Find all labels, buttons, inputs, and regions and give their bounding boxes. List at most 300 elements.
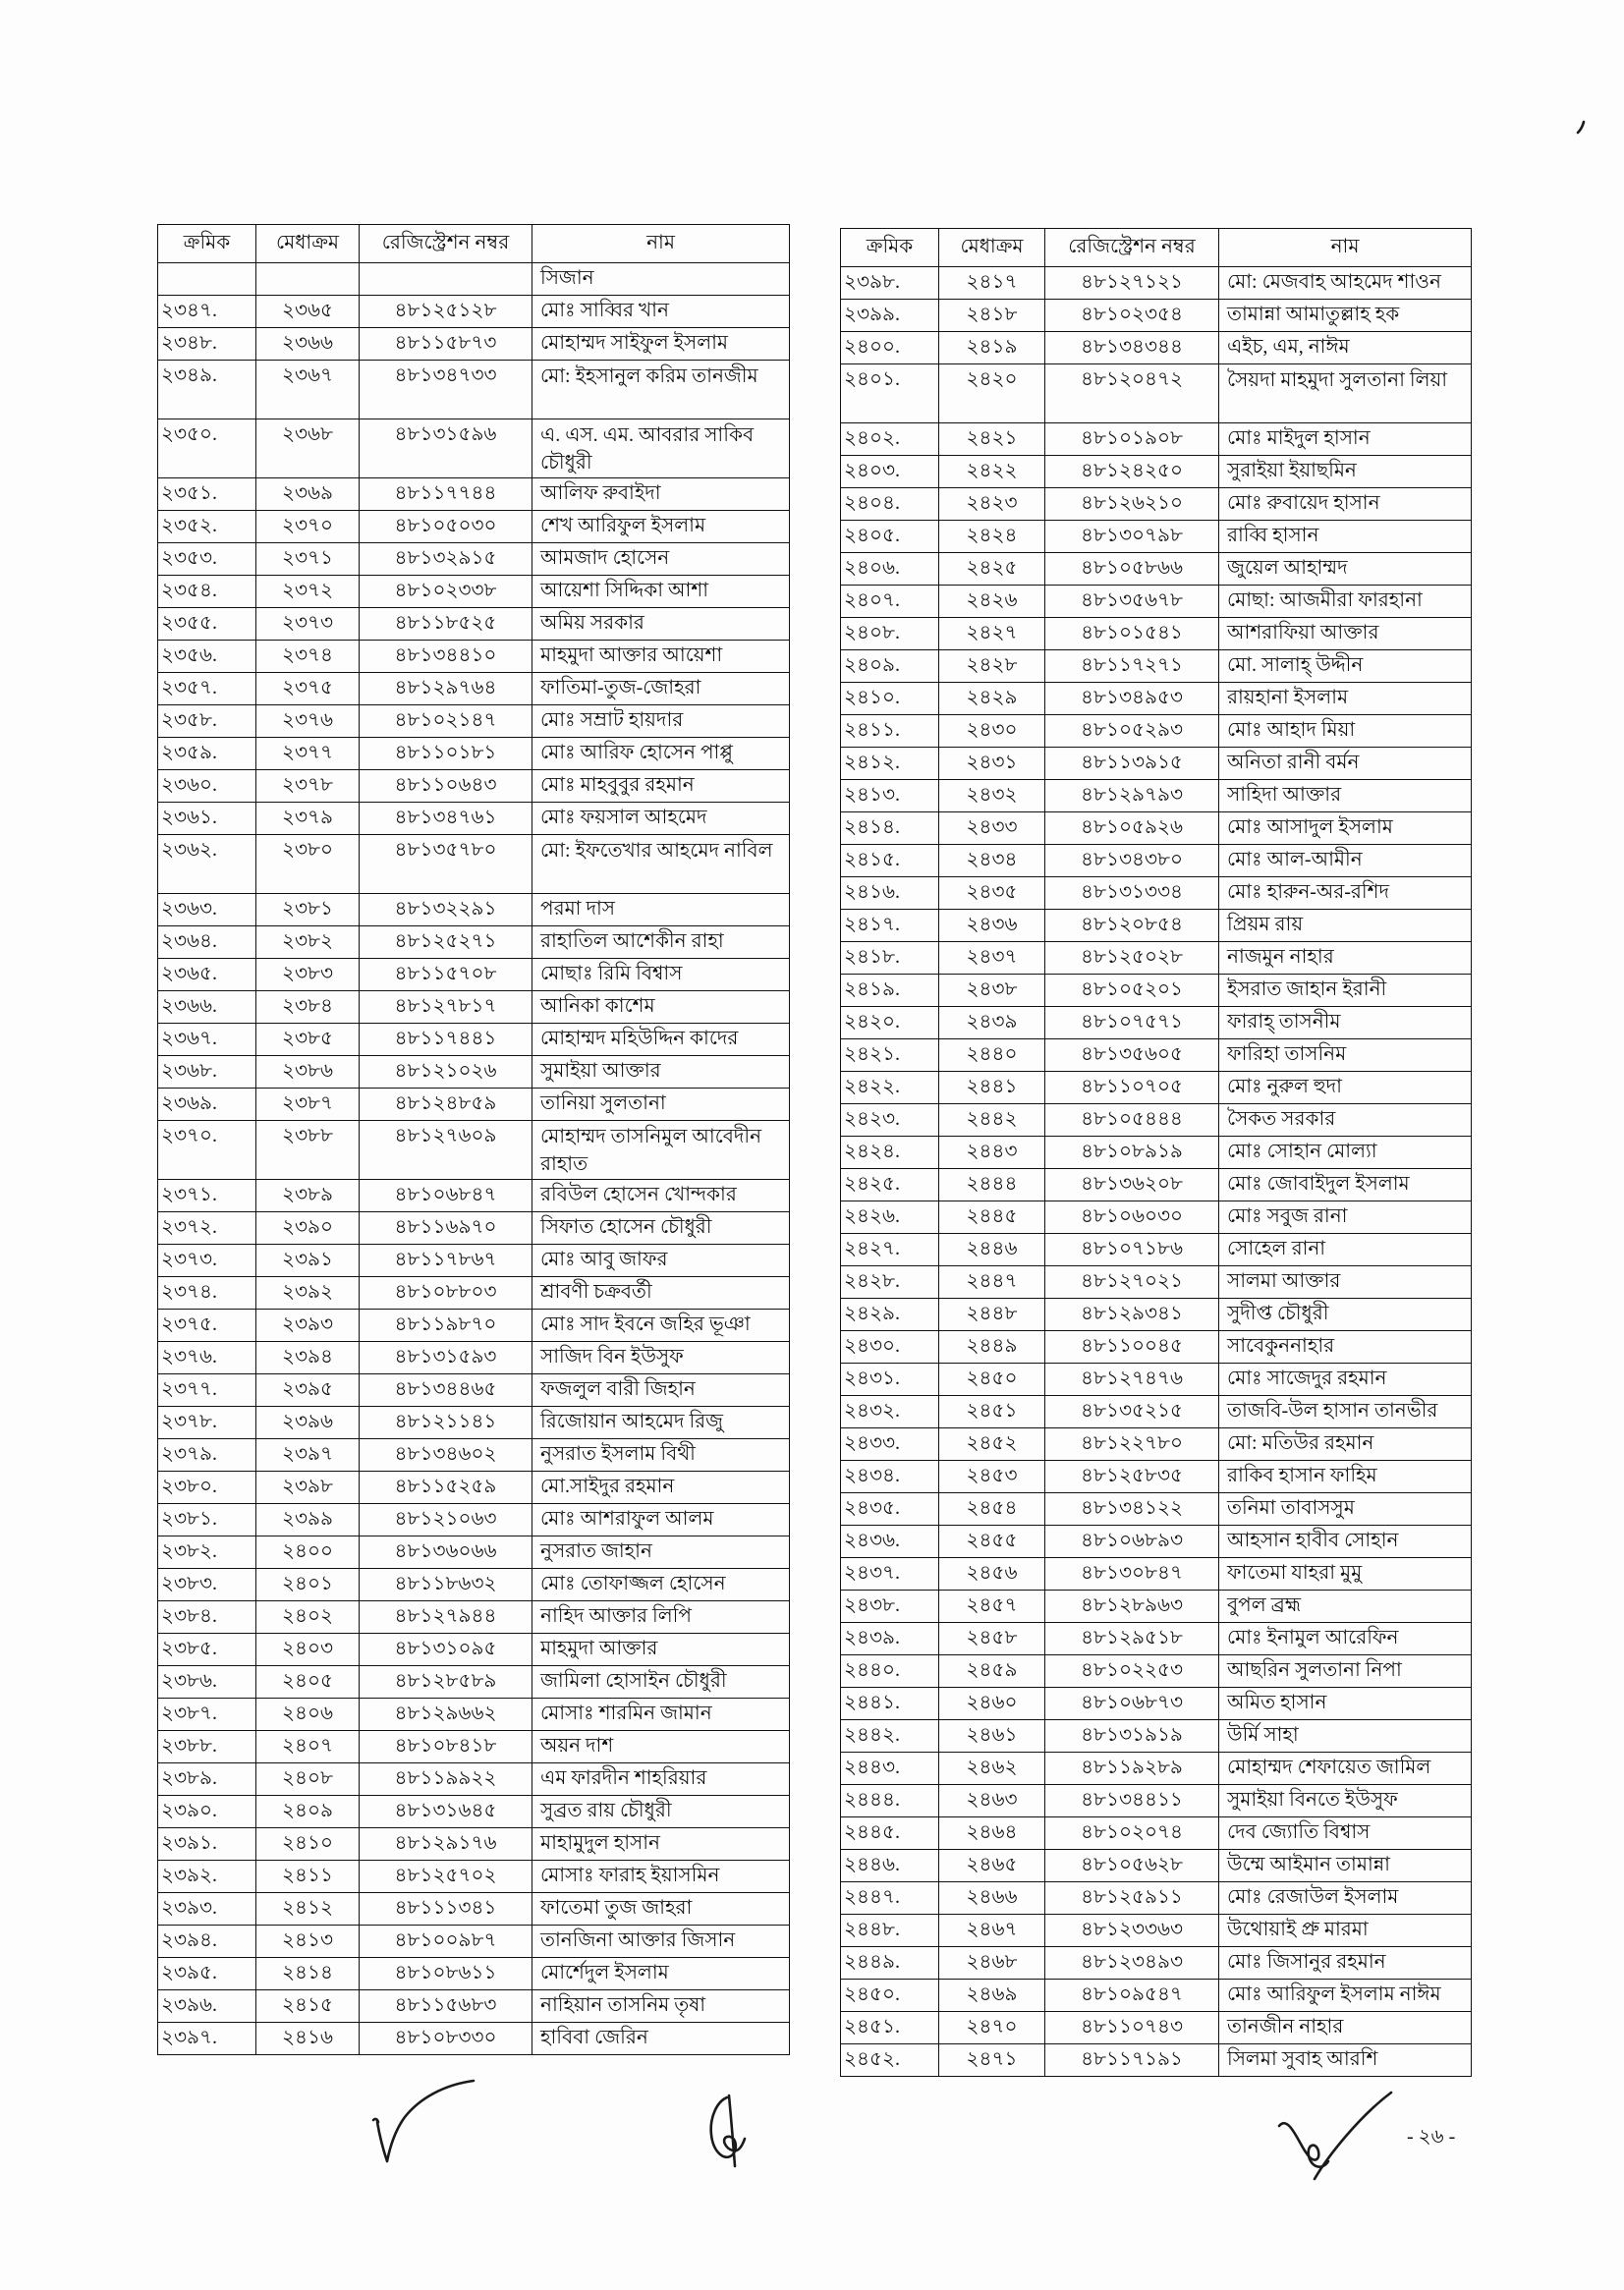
serial-cell: ২৩৪৮. [158, 328, 256, 361]
merit-position-cell: ২৩৬৯ [256, 478, 360, 511]
table-row [841, 650, 1472, 683]
table-row [158, 1245, 790, 1277]
registration-number-cell: ৪৮১৩১৫৯৩ [360, 1342, 532, 1374]
merit-position-cell: ২৪৪৬ [939, 1234, 1045, 1266]
merit-position-cell: ২৪৫০ [939, 1364, 1045, 1396]
registration-number-cell: ৪৮১১০৭৪৩ [1045, 2012, 1219, 2044]
merit-position-cell: ২৪৩৩ [939, 812, 1045, 845]
merit-position-cell: ২৩৬৮ [256, 419, 360, 478]
registration-number-cell: ৪৮১১৯৯২২ [360, 1763, 532, 1796]
table-row [158, 608, 790, 641]
table-row [841, 748, 1472, 780]
serial-cell: ২৩৯৩. [158, 1893, 256, 1926]
merit-position-cell: ২৪৩৫ [939, 877, 1045, 910]
registration-number-cell: ৪৮১৩১৬৪৫ [360, 1796, 532, 1828]
registration-number-cell: ৪৮১২১০৬৩ [360, 1504, 532, 1536]
column-header-name: নাম [532, 225, 790, 263]
name-cell: এ. এস. এম. আবরার সাকিব চৌধুরী [532, 419, 790, 478]
name-cell: মো. সালাহ্ উদ্দীন [1219, 650, 1472, 683]
serial-cell: ২৩৬১. [158, 803, 256, 835]
registration-number-cell: ৪৮১৩০৭৯৮ [1045, 521, 1219, 553]
serial-cell: ২৪০২. [841, 423, 939, 456]
serial-cell: ২৩৭৩. [158, 1245, 256, 1277]
serial-cell: ২৩৫৫. [158, 608, 256, 641]
registration-number-cell: ৪৮১২৩৩৬৩ [1045, 1915, 1219, 1947]
table-body [158, 263, 790, 2055]
merit-position-cell: ২৪০৮ [256, 1763, 360, 1796]
registration-number-cell: ৪৮১০৮৪১৮ [360, 1731, 532, 1763]
merit-position-cell: ২৩৯০ [256, 1212, 360, 1245]
merit-position-cell: ২৪৬২ [939, 1753, 1045, 1785]
table-row [841, 845, 1472, 877]
table-row [841, 456, 1472, 488]
table-row [158, 263, 790, 296]
name-cell: সাবেকুননাহার [1219, 1331, 1472, 1364]
page-number: - ২৬ - [1407, 2126, 1456, 2148]
name-cell: রিজোয়ান আহমেদ রিজু [532, 1407, 790, 1439]
registration-number-cell: ৪৮১০৫৪৪৪ [1045, 1104, 1219, 1137]
merit-position-cell: ২৪২৫ [939, 553, 1045, 586]
merit-position-cell: ২৩৬৭ [256, 361, 360, 419]
table-row [158, 1666, 790, 1699]
serial-cell [158, 263, 256, 296]
table-header [158, 225, 790, 263]
serial-cell: ২৪০৩. [841, 456, 939, 488]
merit-list-table-right [840, 228, 1472, 2077]
merit-position-cell: ২৪৭১ [939, 2044, 1045, 2077]
merit-position-cell: ২৪১০ [256, 1828, 360, 1861]
merit-position-cell: ২৪৩৭ [939, 942, 1045, 975]
table-row [841, 2012, 1472, 2044]
serial-cell: ২৪৩৬. [841, 1526, 939, 1558]
registration-number-cell: ৪৮১০৮৯১৯ [1045, 1137, 1219, 1169]
serial-cell: ২৩৫৩. [158, 543, 256, 576]
serial-cell: ২৩৯১. [158, 1828, 256, 1861]
name-cell: সৈয়দা মাহমুদা সুলতানা লিয়া [1219, 364, 1472, 423]
name-cell: মো.সাইদুর রহমান [532, 1472, 790, 1504]
serial-cell: ২৩৭৮. [158, 1407, 256, 1439]
name-cell: মোঃ জিসানুর রহমান [1219, 1947, 1472, 1980]
table-row [841, 1558, 1472, 1591]
merit-position-cell: ২৩৭৬ [256, 705, 360, 738]
serial-cell: ২৪৩১. [841, 1364, 939, 1396]
serial-cell: ২৪২৬. [841, 1201, 939, 1234]
registration-number-cell: ৪৮১২৭৪৭৬ [1045, 1364, 1219, 1396]
table-row [158, 1277, 790, 1310]
table-row [158, 419, 790, 478]
table-row [841, 1169, 1472, 1201]
serial-cell: ২৪২৮. [841, 1266, 939, 1299]
serial-cell: ২৩৮৪. [158, 1601, 256, 1634]
registration-number-cell: ৪৮১০৫৬২৮ [1045, 1850, 1219, 1882]
merit-position-cell: ২৪৪৫ [939, 1201, 1045, 1234]
serial-cell: ২৪৩৩. [841, 1428, 939, 1461]
merit-position-cell: ২৪২৮ [939, 650, 1045, 683]
table-row [158, 1504, 790, 1536]
serial-cell: ২৩৯৪. [158, 1926, 256, 1958]
merit-position-cell: ২৩৮৭ [256, 1089, 360, 1121]
registration-number-cell: ৪৮১০১৫৪১ [1045, 618, 1219, 650]
merit-position-cell: ২৪২৪ [939, 521, 1045, 553]
merit-list-table-left [157, 224, 790, 2055]
merit-position-cell: ২৪৩৮ [939, 975, 1045, 1007]
table-row [158, 1180, 790, 1212]
merit-position-cell: ২৩৭৩ [256, 608, 360, 641]
name-cell: হাবিবা জেরিন [532, 2023, 790, 2055]
registration-number-cell: ৪৮১২৭৮১৭ [360, 991, 532, 1024]
name-cell: ফাতেমা যাহরা মুমু [1219, 1558, 1472, 1591]
registration-number-cell: ৪৮১৩৪৭৬১ [360, 803, 532, 835]
table-row [841, 1526, 1472, 1558]
name-cell: মোঃ সাব্বির খান [532, 296, 790, 328]
serial-cell: ২৪৪৯. [841, 1947, 939, 1980]
table-row [158, 1407, 790, 1439]
registration-number-cell: ৪৮১১৯৮৭০ [360, 1310, 532, 1342]
name-cell: মোঃ তোফাজ্জল হোসেন [532, 1569, 790, 1601]
name-cell: শ্রাবণী চক্রবর্তী [532, 1277, 790, 1310]
table-row [841, 618, 1472, 650]
signature-1 [364, 2073, 486, 2171]
registration-number-cell: ৪৮১১৭১৯১ [1045, 2044, 1219, 2077]
name-cell: উর্মি সাহা [1219, 1720, 1472, 1753]
merit-position-cell: ২৪৭০ [939, 2012, 1045, 2044]
merit-position-cell: ২৪১৩ [256, 1926, 360, 1958]
serial-cell: ২৪২৩. [841, 1104, 939, 1137]
serial-cell: ২৪১২. [841, 748, 939, 780]
table-row [158, 1699, 790, 1731]
registration-number-cell: ৪৮১০৫২০১ [1045, 975, 1219, 1007]
registration-number-cell: ৪৮১৩৪৪১১ [1045, 1785, 1219, 1817]
signature-3 [1269, 2085, 1402, 2188]
merit-position-cell: ২৪০৭ [256, 1731, 360, 1763]
name-cell: মোহাম্মদ তাসনিমুল আবেদীন রাহাত [532, 1121, 790, 1180]
table-row [841, 364, 1472, 423]
table-row [841, 1882, 1472, 1915]
registration-number-cell: ৪৮১২৫২৭১ [360, 926, 532, 959]
registration-number-cell: ৪৮১০৬৮৪৭ [360, 1180, 532, 1212]
registration-number-cell: ৪৮১২১০২৬ [360, 1056, 532, 1089]
name-cell: মোঃ আল-আমীন [1219, 845, 1472, 877]
serial-cell: ২৪৫১. [841, 2012, 939, 2044]
merit-position-cell: ২৪৬৬ [939, 1882, 1045, 1915]
table-row [841, 780, 1472, 812]
registration-number-cell: ৪৮১০৮৬১১ [360, 1958, 532, 1990]
merit-position-cell: ২৪৪৭ [939, 1266, 1045, 1299]
serial-cell: ২৪০৯. [841, 650, 939, 683]
registration-number-cell: ৪৮১৩১০৯৫ [360, 1634, 532, 1666]
table-row [158, 894, 790, 926]
serial-cell: ২৩৭৭. [158, 1374, 256, 1407]
table-row [841, 1915, 1472, 1947]
table-row [158, 738, 790, 770]
registration-number-cell: ৪৮১২৯৩৪১ [1045, 1299, 1219, 1331]
registration-number-cell: ৪৮১১৬৯৭০ [360, 1212, 532, 1245]
merit-position-cell [256, 263, 360, 296]
table-row [158, 835, 790, 894]
serial-cell: ২৩৭১. [158, 1180, 256, 1212]
serial-cell: ২৩৫৭. [158, 673, 256, 705]
serial-cell: ২৩৯২. [158, 1861, 256, 1893]
registration-number-cell: ৪৮১১৫৮৭৩ [360, 328, 532, 361]
serial-cell: ২৩৬৫. [158, 959, 256, 991]
registration-number-cell: ৪৮১০২০৭৪ [1045, 1817, 1219, 1850]
registration-number-cell: ৪৮১০৫৮৬৬ [1045, 553, 1219, 586]
merit-position-cell: ২৪২৯ [939, 683, 1045, 715]
table-row [158, 296, 790, 328]
registration-number-cell: ৪৮১৩৫২১৫ [1045, 1396, 1219, 1428]
merit-position-cell: ২৪৫৯ [939, 1655, 1045, 1688]
registration-number-cell: ৪৮১২০৮৫৪ [1045, 910, 1219, 942]
registration-number-cell: ৪৮১১১৩৪১ [360, 1893, 532, 1926]
merit-position-cell: ২৪০৬ [256, 1699, 360, 1731]
serial-cell: ২৪৩৯. [841, 1623, 939, 1655]
name-cell: ফাতেমা তুজ জাহরা [532, 1893, 790, 1926]
registration-number-cell: ৪৮১৩৫৭৮০ [360, 835, 532, 894]
registration-number-cell: ৪৮১০২৩৩৮ [360, 576, 532, 608]
merit-position-cell: ২৩৮৩ [256, 959, 360, 991]
name-cell: প্রিয়ম রায় [1219, 910, 1472, 942]
registration-number-cell: ৪৮১২০৪৭২ [1045, 364, 1219, 423]
table-row [158, 1536, 790, 1569]
serial-cell: ২৩৫২. [158, 511, 256, 543]
table-row [841, 1137, 1472, 1169]
table-row [841, 1947, 1472, 1980]
serial-cell: ২৩৮২. [158, 1536, 256, 1569]
name-cell: নুসরাত ইসলাম বিথী [532, 1439, 790, 1472]
table-row [158, 478, 790, 511]
name-cell: তানজিনা আক্তার জিসান [532, 1926, 790, 1958]
table-row [841, 423, 1472, 456]
merit-position-cell: ২৪৫৭ [939, 1591, 1045, 1623]
name-cell: তানিয়া সুলতানা [532, 1089, 790, 1121]
merit-position-cell: ২৪৬৪ [939, 1817, 1045, 1850]
name-cell: মোর্শেদুল ইসলাম [532, 1958, 790, 1990]
merit-position-cell: ২৩৬৬ [256, 328, 360, 361]
registration-number-cell: ৪৮১২৯৫১৮ [1045, 1623, 1219, 1655]
name-cell: মোহাম্মদ সাইফুল ইসলাম [532, 328, 790, 361]
serial-cell: ২৩৫৪. [158, 576, 256, 608]
name-cell: মোঃ আশরাফুল আলম [532, 1504, 790, 1536]
name-cell: সিজান [532, 263, 790, 296]
table-row [158, 511, 790, 543]
registration-number-cell: ৪৮১০৫৯২৬ [1045, 812, 1219, 845]
merit-position-cell: ২৪১৪ [256, 1958, 360, 1990]
name-cell: মোসাঃ ফারাহ ইয়াসমিন [532, 1861, 790, 1893]
name-cell: মোঃ আসাদুল ইসলাম [1219, 812, 1472, 845]
name-cell: মাহমুদা আক্তার [532, 1634, 790, 1666]
merit-position-cell: ২৩৭৭ [256, 738, 360, 770]
merit-position-cell: ২৪১৭ [939, 267, 1045, 300]
registration-number-cell: ৪৮১২৪২৫০ [1045, 456, 1219, 488]
column-header-merit-position: মেধাক্রম [256, 225, 360, 263]
serial-cell: ২৩৮৫. [158, 1634, 256, 1666]
registration-number-cell: ৪৮১২৭১২১ [1045, 267, 1219, 300]
registration-number-cell: ৪৮১০৮৩৩০ [360, 2023, 532, 2055]
table-row [158, 1601, 790, 1634]
name-cell: সুব্রত রায় চৌধুরী [532, 1796, 790, 1828]
name-cell: নাহিয়ান তাসনিম তৃষা [532, 1990, 790, 2023]
name-cell: নাজমুন নাহার [1219, 942, 1472, 975]
name-cell: এইচ, এম, নাঈম [1219, 332, 1472, 364]
merit-position-cell: ২৪০১ [256, 1569, 360, 1601]
table-row [841, 300, 1472, 332]
serial-cell: ২৪২৭. [841, 1234, 939, 1266]
registration-number-cell: ৪৮১০৯৫৪৭ [1045, 1980, 1219, 2012]
registration-number-cell: ৪৮১৩১৩৩৪ [1045, 877, 1219, 910]
name-cell: মোঃ জোবাইদুল ইসলাম [1219, 1169, 1472, 1201]
table-row [158, 1342, 790, 1374]
name-cell: ইসরাত জাহান ইরানী [1219, 975, 1472, 1007]
table-row [841, 488, 1472, 521]
name-cell: ফারাহ্ তাসনীম [1219, 1007, 1472, 1039]
registration-number-cell: ৪৮১২৫৮৩৫ [1045, 1461, 1219, 1493]
merit-position-cell: ২৩৭৪ [256, 641, 360, 673]
registration-number-cell: ৪৮১৩৪৩৮০ [1045, 845, 1219, 877]
merit-position-cell: ২৩৮৬ [256, 1056, 360, 1089]
table-row [158, 991, 790, 1024]
registration-number-cell: ৪৮১৩৪৬০২ [360, 1439, 532, 1472]
serial-cell: ২৩৬৯. [158, 1089, 256, 1121]
name-cell: মোঃ হারুন-অর-রশিদ [1219, 877, 1472, 910]
registration-number-cell: ৪৮১২৮৯৬৩ [1045, 1591, 1219, 1623]
table-row [158, 576, 790, 608]
registration-number-cell: ৪৮১২৯১৭৬ [360, 1828, 532, 1861]
serial-cell: ২৪১৭. [841, 910, 939, 942]
registration-number-cell: ৪৮১১৫৬৮৩ [360, 1990, 532, 2023]
merit-position-cell: ২৪১১ [256, 1861, 360, 1893]
merit-position-cell: ২৩৭৮ [256, 770, 360, 803]
merit-position-cell: ২৪৫২ [939, 1428, 1045, 1461]
table-row [158, 1056, 790, 1089]
name-cell: মোঃ রুবায়েদ হাসান [1219, 488, 1472, 521]
name-cell: এম ফারদীন শাহরিয়ার [532, 1763, 790, 1796]
name-cell: রাব্বি হাসান [1219, 521, 1472, 553]
registration-number-cell: ৪৮১০৫০৩০ [360, 511, 532, 543]
serial-cell: ২৩৬৪. [158, 926, 256, 959]
registration-number-cell: ৪৮১১৯২৮৯ [1045, 1753, 1219, 1785]
table-row [158, 1926, 790, 1958]
table-row [841, 586, 1472, 618]
serial-cell: ২৪০৫. [841, 521, 939, 553]
registration-number-cell: ৪৮১৩৪৯৫৩ [1045, 683, 1219, 715]
serial-cell: ২৩৯০. [158, 1796, 256, 1828]
name-cell: তনিমা তাবাসসুম [1219, 1493, 1472, 1526]
registration-number-cell: ৪৮১৩২২৯১ [360, 894, 532, 926]
serial-cell: ২৪৪৫. [841, 1817, 939, 1850]
table-row [841, 1753, 1472, 1785]
table-row [158, 959, 790, 991]
name-cell: সিফাত হোসেন চৌধুরী [532, 1212, 790, 1245]
merit-position-cell: ২৩৭২ [256, 576, 360, 608]
registration-number-cell: ৪৮১২৯৭৯৩ [1045, 780, 1219, 812]
registration-number-cell: ৪৮১১৫৭০৮ [360, 959, 532, 991]
name-cell: মোঃ আরিফুল ইসলাম নাঈম [1219, 1980, 1472, 2012]
merit-position-cell: ২৪৩৯ [939, 1007, 1045, 1039]
table-row [158, 1763, 790, 1796]
merit-position-cell: ২৪৬১ [939, 1720, 1045, 1753]
name-cell: মোহাম্মদ মহিউদ্দিন কাদের [532, 1024, 790, 1056]
registration-number-cell: ৪৮১২৫১২৮ [360, 296, 532, 328]
table-row [158, 543, 790, 576]
merit-position-cell: ২৩৯৮ [256, 1472, 360, 1504]
table-row [158, 1634, 790, 1666]
merit-position-cell: ২৪২২ [939, 456, 1045, 488]
table-row [841, 1007, 1472, 1039]
table-row [158, 1121, 790, 1180]
name-cell: নাহিদ আক্তার লিপি [532, 1601, 790, 1634]
name-cell: নুসরাত জাহান [532, 1536, 790, 1569]
column-header-registration-number: রেজিস্ট্রেশন নম্বর [1045, 229, 1219, 267]
merit-position-cell: ২৪২১ [939, 423, 1045, 456]
serial-cell: ২৪১০. [841, 683, 939, 715]
registration-number-cell: ৪৮১০৮৮০৩ [360, 1277, 532, 1310]
serial-cell: ২৪২৫. [841, 1169, 939, 1201]
registration-number-cell: ৪৮১৩৬০৬৬ [360, 1536, 532, 1569]
column-header-merit-position: মেধাক্রম [939, 229, 1045, 267]
name-cell: অমিয় সরকার [532, 608, 790, 641]
registration-number-cell: ৪৮১৩৪৩৪৪ [1045, 332, 1219, 364]
name-cell: উথোয়াই প্রু মারমা [1219, 1915, 1472, 1947]
merit-position-cell: ২৩৮৫ [256, 1024, 360, 1056]
name-cell: মো: মেজবাহ আহমেদ শাওন [1219, 267, 1472, 300]
table-row [841, 1655, 1472, 1688]
merit-position-cell: ২৪৩১ [939, 748, 1045, 780]
table-row [158, 1796, 790, 1828]
serial-cell: ২৪৪২. [841, 1720, 939, 1753]
registration-number-cell: ৪৮১৩০৮৪৭ [1045, 1558, 1219, 1591]
name-cell: সালমা আক্তার [1219, 1266, 1472, 1299]
serial-cell: ২৪৪৬. [841, 1850, 939, 1882]
serial-cell: ২৩৮৩. [158, 1569, 256, 1601]
registration-number-cell: ৪৮১০৭৫৭১ [1045, 1007, 1219, 1039]
serial-cell: ২৩৯৯. [841, 300, 939, 332]
serial-cell: ২৩৫১. [158, 478, 256, 511]
serial-cell: ২৪৪০. [841, 1655, 939, 1688]
name-cell: তাজবি-উল হাসান তানভীর [1219, 1396, 1472, 1428]
registration-number-cell: ৪৮১০২১৪৭ [360, 705, 532, 738]
registration-number-cell: ৪৮১১০৭০৫ [1045, 1072, 1219, 1104]
merit-position-cell: ২৪১৫ [256, 1990, 360, 2023]
registration-number-cell: ৪৮১১৮৬৩২ [360, 1569, 532, 1601]
serial-cell: ২৪১১. [841, 715, 939, 748]
name-cell: মোঃ সাদ ইবনে জহির ভূঞা [532, 1310, 790, 1342]
merit-position-cell: ২৪৬০ [939, 1688, 1045, 1720]
registration-number-cell: ৪৮১০১৯০৮ [1045, 423, 1219, 456]
serial-cell: ২৪২৯. [841, 1299, 939, 1331]
table-header [841, 229, 1472, 267]
merit-position-cell: ২৩৯৬ [256, 1407, 360, 1439]
name-cell: সাজিদ বিন ইউসুফ [532, 1342, 790, 1374]
merit-position-cell: ২৪৩২ [939, 780, 1045, 812]
serial-cell: ২৪২১. [841, 1039, 939, 1072]
merit-position-cell: ২৪৪৯ [939, 1331, 1045, 1364]
name-cell: ফজলুল বারী জিহান [532, 1374, 790, 1407]
name-cell: সাহিদা আক্তার [1219, 780, 1472, 812]
table-row [841, 553, 1472, 586]
table-row [158, 1310, 790, 1342]
table-row [841, 1364, 1472, 1396]
registration-number-cell: ৪৮১৩৬২০৮ [1045, 1169, 1219, 1201]
serial-cell: ২৪৪১. [841, 1688, 939, 1720]
merit-position-cell: ২৩৭০ [256, 511, 360, 543]
merit-position-cell: ২৪২৬ [939, 586, 1045, 618]
table-row [841, 1331, 1472, 1364]
merit-position-cell: ২৩৭৫ [256, 673, 360, 705]
table-row [841, 1623, 1472, 1655]
registration-number-cell: ৪৮১২৫০২৮ [1045, 942, 1219, 975]
table-row [841, 1104, 1472, 1137]
name-cell: মোঃ সাজেদুর রহমান [1219, 1364, 1472, 1396]
